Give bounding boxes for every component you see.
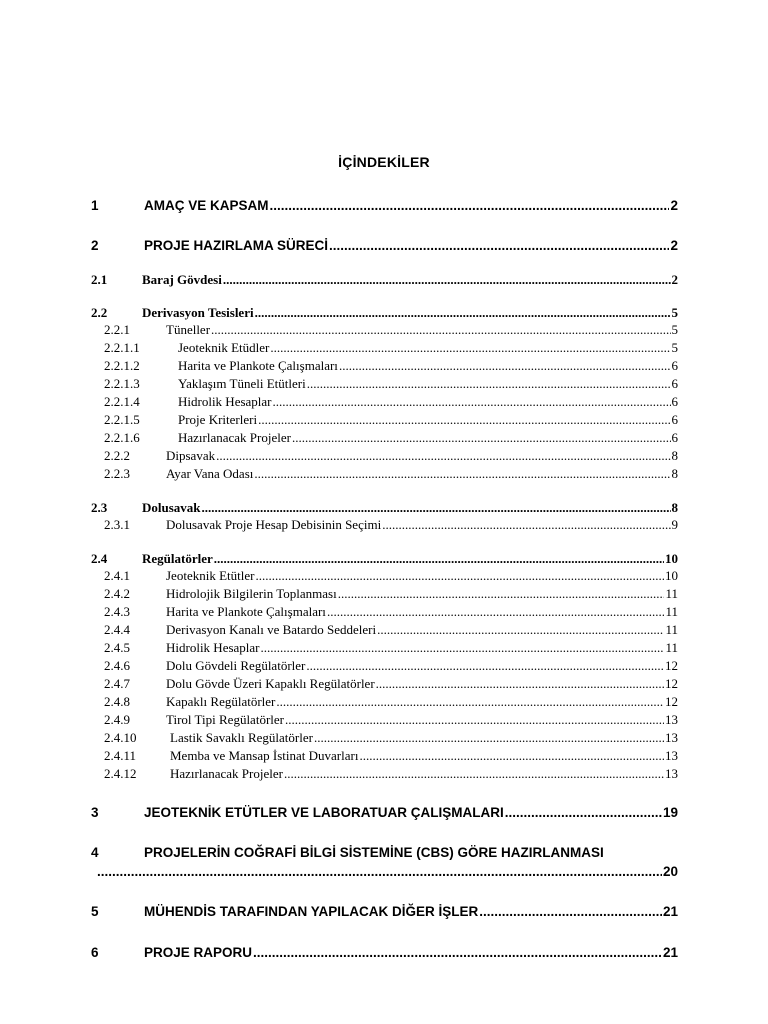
toc-leader-dots — [376, 676, 664, 692]
toc-entry[interactable] — [0, 340, 768, 356]
toc-entry-page: 21 — [662, 945, 678, 960]
toc-leader-dots — [505, 805, 662, 820]
toc-entry-page: 10 — [665, 568, 678, 583]
toc-leader-dots — [339, 358, 671, 374]
toc-entry[interactable] — [0, 568, 768, 584]
toc-leader-dots — [382, 517, 670, 533]
toc-leader-dots — [479, 904, 662, 919]
toc-entry-label: Ayar Vana Odası — [166, 466, 254, 481]
toc-entry-number: 2.2 — [91, 305, 108, 320]
toc-leader-dots — [359, 748, 664, 764]
toc-entry-number: 2.3 — [91, 500, 108, 515]
toc-entry[interactable] — [0, 622, 768, 638]
toc-leader-dots — [258, 412, 670, 428]
toc-entry-number: 2.2.3 — [104, 466, 130, 481]
toc-entry-page: 6 — [671, 358, 678, 373]
toc-entry-label: JEOTEKNİK ETÜTLER VE LABORATUAR ÇALIŞMALARI — [144, 805, 504, 820]
toc-entry-label: MÜHENDİS TARAFINDAN YAPILACAK DİĞER İŞLER — [144, 904, 479, 919]
toc-entry-label: PROJE HAZIRLAMA SÜRECİ — [144, 238, 329, 253]
toc-entry-number: 1 — [91, 198, 99, 213]
toc-leader-dots — [214, 551, 664, 567]
toc-leader-dots — [273, 394, 671, 410]
toc-leader-dots — [285, 712, 664, 728]
toc-entry-number: 2.2.1.4 — [104, 394, 140, 409]
toc-entry-number: 2.4.3 — [104, 604, 130, 619]
toc-entry-number: 2.2.1.2 — [104, 358, 140, 373]
toc-entry-page: 8 — [671, 466, 678, 481]
toc-entry-page: 2 — [671, 272, 678, 287]
toc-entry[interactable] — [0, 272, 768, 288]
toc-entry[interactable] — [0, 394, 768, 410]
toc-entry-number: 2.2.1.3 — [104, 376, 140, 391]
toc-entry-page: 6 — [671, 430, 678, 445]
toc-entry-page: 12 — [665, 676, 678, 691]
toc-leader-dots — [211, 322, 670, 338]
toc-entry-label: Hazırlanacak Projeler — [170, 766, 283, 781]
toc-entry-number: 5 — [91, 904, 99, 919]
toc-entry-number: 2.4.10 — [104, 730, 137, 745]
toc-entry[interactable] — [0, 805, 768, 820]
toc-entry-label: Hidrolojik Bilgilerin Toplanması — [166, 586, 337, 601]
toc-leader-dots — [338, 586, 665, 602]
toc-entry-label: PROJELERİN COĞRAFİ BİLGİ SİSTEMİNE (CBS) GÖRE HAZIRLANMASI — [144, 845, 604, 860]
toc-entry-number: 2.4.2 — [104, 586, 130, 601]
toc-entry-number: 3 — [91, 805, 99, 820]
toc-entry[interactable] — [0, 712, 768, 728]
toc-entry[interactable] — [0, 640, 768, 656]
toc-entry-page: 2 — [670, 198, 678, 213]
toc-entry-number: 2.4 — [91, 551, 108, 566]
toc-entry-number: 2.4.6 — [104, 658, 130, 673]
toc-leader-dots — [253, 945, 662, 960]
toc-entry[interactable] — [0, 305, 768, 321]
toc-entry-number: 2.2.1.6 — [104, 430, 140, 445]
toc-entry[interactable] — [0, 448, 768, 464]
toc-leader-dots — [306, 658, 664, 674]
toc-entry-label: Hazırlanacak Projeler — [178, 430, 291, 445]
toc-entry-page: 8 — [671, 448, 678, 463]
toc-entry-number: 2.2.1.5 — [104, 412, 140, 427]
toc-entry-number: 2.4.5 — [104, 640, 130, 655]
toc-leader-dots — [216, 448, 670, 464]
toc-entry-number: 2.4.8 — [104, 694, 130, 709]
toc-entry-label: Tirol Tipi Regülatörler — [166, 712, 284, 727]
toc-entry-label: Hidrolik Hesaplar — [178, 394, 272, 409]
toc-entry[interactable] — [0, 586, 768, 602]
toc-entry[interactable] — [0, 551, 768, 567]
toc-entry-label: Tüneller — [166, 322, 211, 337]
toc-entry-page: 12 — [665, 658, 678, 673]
toc-entry[interactable] — [0, 730, 768, 746]
toc-entry-label: Proje Kriterleri — [178, 412, 258, 427]
toc-entry-number: 2.2.1 — [104, 322, 130, 337]
toc-entry-page: 5 — [671, 340, 678, 355]
toc-leader-dots — [255, 305, 671, 321]
toc-entry-number: 2.4.9 — [104, 712, 130, 727]
toc-entry-label: Dolu Gövdeli Regülatörler — [166, 658, 306, 673]
toc-entry-label: Memba ve Mansap İstinat Duvarları — [170, 748, 359, 763]
toc-entry[interactable] — [0, 466, 768, 482]
toc-entry-page: 21 — [662, 904, 678, 919]
toc-entry-number: 2.4.7 — [104, 676, 130, 691]
toc-entry-page: 11 — [665, 640, 678, 655]
toc-entry[interactable] — [0, 904, 768, 919]
toc-entry[interactable] — [0, 604, 768, 620]
toc-entry-page: 6 — [671, 376, 678, 391]
toc-entry-label: AMAÇ VE KAPSAM — [144, 198, 269, 213]
toc-entry-label: Dolusavak Proje Hesap Debisinin Seçimi — [166, 517, 382, 532]
toc-entry-label: Baraj Gövdesi — [142, 272, 222, 287]
toc-entry-label: Dolu Gövde Üzeri Kapaklı Regülatörler — [166, 676, 375, 691]
toc-entry-label: Kapaklı Regülatörler — [166, 694, 276, 709]
toc-entry-page: 11 — [665, 586, 678, 601]
toc-entry[interactable] — [0, 376, 768, 392]
toc-leader-dots — [284, 766, 664, 782]
toc-entry-number: 2.4.12 — [104, 766, 137, 781]
toc-entry[interactable] — [0, 358, 768, 374]
toc-leader-dots — [307, 376, 671, 392]
toc-leader-dots — [270, 198, 670, 213]
toc-entry[interactable] — [0, 658, 768, 674]
toc-leader-dots — [377, 622, 664, 638]
toc-leader-dots — [292, 430, 671, 446]
toc-entry[interactable] — [0, 766, 768, 782]
toc-entry-number: 2.2.1.1 — [104, 340, 140, 355]
toc-entry-label: Jeoteknik Etüdler — [178, 340, 270, 355]
toc-entry[interactable] — [0, 238, 768, 253]
toc-entry-page: 8 — [671, 500, 678, 515]
toc-leader-dots — [255, 568, 664, 584]
toc-entry[interactable] — [0, 945, 768, 960]
toc-leader-dots — [327, 604, 665, 620]
toc-entry[interactable] — [0, 430, 768, 446]
toc-leader-dots — [254, 466, 670, 482]
toc-title: İÇİNDEKİLER — [338, 154, 430, 170]
toc-leader-dots — [276, 694, 664, 710]
toc-entry-page: 6 — [671, 394, 678, 409]
toc-entry-page: 9 — [671, 517, 678, 532]
toc-entry-label: Yaklaşım Tüneli Etütleri — [178, 376, 306, 391]
toc-entry-page: 20 — [662, 864, 678, 879]
toc-entry-label: PROJE RAPORU — [144, 945, 253, 960]
toc-entry-number: 2.2.2 — [104, 448, 130, 463]
toc-entry-number: 2 — [91, 238, 99, 253]
toc-entry-page: 13 — [665, 730, 678, 745]
toc-leader-dots — [261, 640, 665, 656]
toc-entry-page: 13 — [665, 748, 678, 763]
toc-entry-label: Dipsavak — [166, 448, 216, 463]
toc-entry[interactable] — [0, 412, 768, 428]
toc-entry-page: 5 — [671, 305, 678, 320]
toc-entry-page: 13 — [665, 712, 678, 727]
toc-entry-page: 5 — [671, 322, 678, 337]
toc-entry-page: 2 — [670, 238, 678, 253]
toc-entry-label: Dolusavak — [142, 500, 201, 515]
toc-entry-label: Derivasyon Kanalı ve Batardo Seddeleri — [166, 622, 377, 637]
toc-entry-page: 11 — [665, 604, 678, 619]
toc-leader-dots — [329, 238, 669, 253]
toc-entry-number: 4 — [91, 845, 99, 860]
toc-entry[interactable] — [0, 198, 768, 213]
toc-entry-number: 2.1 — [91, 272, 108, 287]
toc-entry-page: 19 — [662, 805, 678, 820]
toc-entry-page: 6 — [671, 412, 678, 427]
toc-entry-label: Harita ve Plankote Çalışmaları — [166, 604, 326, 619]
toc-leader-dots — [202, 500, 671, 516]
toc-entry-page: 13 — [665, 766, 678, 781]
toc-leader-dots — [270, 340, 670, 356]
toc-entry[interactable] — [0, 500, 768, 516]
toc-entry-label: Derivasyon Tesisleri — [142, 305, 254, 320]
toc-entry[interactable] — [0, 676, 768, 692]
toc-entry-label: Harita ve Plankote Çalışmaları — [178, 358, 338, 373]
toc-entry-number: 6 — [91, 945, 99, 960]
toc-entry-label: Hidrolik Hesaplar — [166, 640, 260, 655]
toc-entry-label: Lastik Savaklı Regülatörler — [170, 730, 313, 745]
toc-entry-label: Jeoteknik Etütler — [166, 568, 255, 583]
toc-leader-dots — [97, 864, 662, 879]
toc-entry[interactable] — [0, 748, 768, 764]
toc-entry[interactable] — [0, 322, 768, 338]
toc-entry-number: 2.4.1 — [104, 568, 130, 583]
toc-entry-number: 2.4.4 — [104, 622, 130, 637]
toc-leader-dots — [223, 272, 671, 288]
toc-entry[interactable] — [0, 517, 768, 533]
toc-entry-page: 11 — [665, 622, 678, 637]
toc-entry[interactable] — [0, 694, 768, 710]
toc-entry-number: 2.3.1 — [104, 517, 130, 532]
toc-entry-label: Regülatörler — [142, 551, 213, 566]
toc-entry-number: 2.4.11 — [104, 748, 137, 763]
toc-entry-page: 10 — [665, 551, 678, 566]
toc-entry-page: 12 — [665, 694, 678, 709]
toc-leader-dots — [314, 730, 664, 746]
